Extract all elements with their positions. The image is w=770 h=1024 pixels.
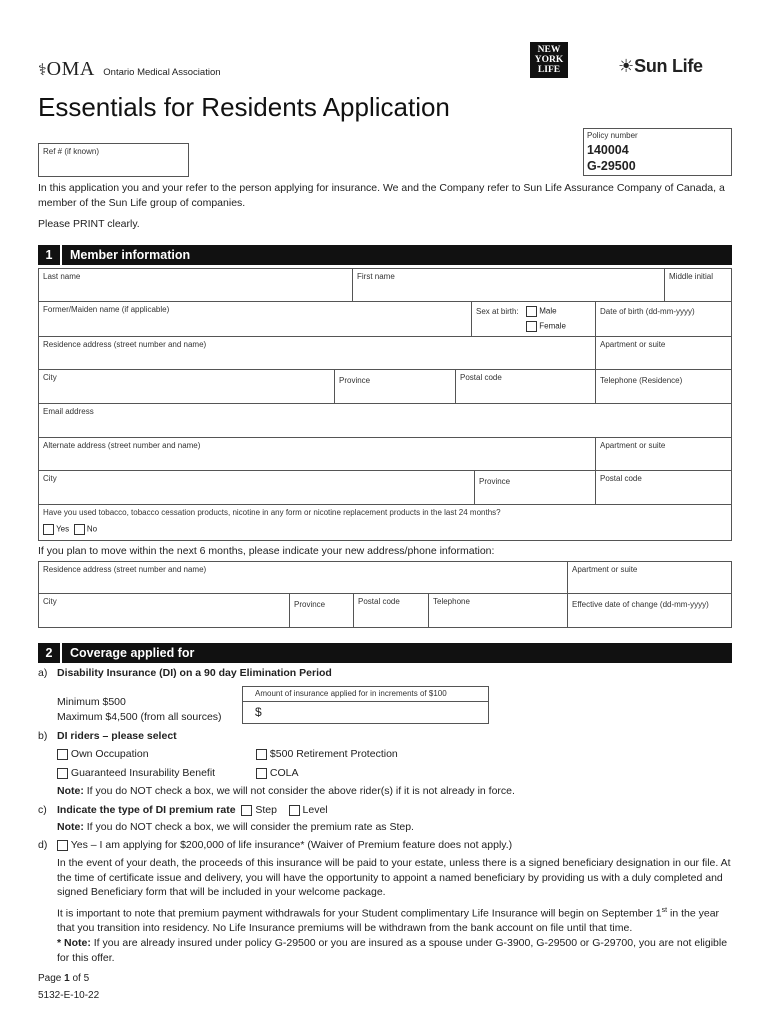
email-row[interactable]: Email address [38, 404, 732, 438]
oma-logo [38, 58, 221, 80]
first-name-field[interactable]: First name [352, 269, 703, 302]
step-checkbox[interactable] [241, 805, 252, 816]
new-city-label: City [43, 597, 57, 606]
item-c: c) Indicate the type of DI premium rate Step Level [38, 804, 328, 816]
apartment-field[interactable]: Apartment or suite [595, 337, 732, 369]
print-clearly: Please PRINT clearly. [38, 218, 140, 230]
section-1-header [38, 245, 732, 265]
section-2-number: 2 [38, 643, 62, 663]
item-d: d) Yes – I am applying for $200,000 of life insurance* (Waiver of Premium feature does not apply.) [38, 839, 513, 851]
apartment-2-field[interactable]: Apartment or suite [595, 438, 732, 470]
residence-address-row[interactable]: Residence address (street number and name) Apartment or suite [38, 337, 732, 370]
item-a: a) Disability Insurance (DI) on a 90 day Elimination Period [38, 667, 332, 679]
cola-option: COLA [256, 767, 299, 779]
new-residence-row[interactable]: Residence address (street number and name) Apartment or suite [38, 561, 732, 594]
cola-checkbox[interactable] [256, 768, 267, 779]
move-text: If you plan to move within the next 6 months, please indicate your new address/phone information: [38, 545, 495, 557]
new-postal-field[interactable]: Postal code [353, 594, 428, 627]
province-2-field[interactable]: Province [474, 471, 595, 504]
eligibility-note: * Note: If you are already insured under policy G-29500 or you are insured as a spouse under G-3900, G-29500 or G-29700, you are not eligible for this offer. [57, 937, 728, 964]
last-name-label: Last name [43, 272, 81, 281]
tobacco-row: Have you used tobacco, tobacco cessation products, nicotine in any form or nicotine replacement products in the last 24 months? Yes No [38, 505, 732, 541]
former-name-label: Former/Maiden name (if applicable) [43, 305, 170, 314]
maximum-text: Maximum $4,500 (from all sources) [57, 711, 222, 723]
tobacco-question: Have you used tobacco, tobacco cessation products, nicotine in any form or nicotine replacement products in the last 24 months? [43, 508, 501, 517]
province-field[interactable]: Province [334, 370, 455, 403]
withdrawal-paragraph: It is important to note that premium payment withdrawals for your Student complimentary Life Insurance will begin on September 1st in the year that you transition into residency. No Life Insurance premiums will be withdrawn from the bank account on file until that time. [57, 907, 720, 934]
retirement-checkbox[interactable] [256, 749, 267, 760]
amount-box [242, 686, 489, 724]
section-1-title: Member information [70, 248, 191, 262]
new-city-row [38, 594, 732, 628]
page-number: Page 1 of 5 [38, 973, 90, 984]
section-2-title: Coverage applied for [70, 646, 195, 660]
own-occupation-checkbox[interactable] [57, 749, 68, 760]
female-checkbox[interactable] [526, 321, 537, 332]
section-2-header [38, 643, 732, 663]
telephone-residence-field[interactable]: Telephone (Residence) [595, 370, 732, 403]
former-name-row [38, 302, 732, 337]
minimum-text: Minimum $500 [57, 696, 126, 708]
page-title: Essentials for Residents Application [38, 92, 450, 122]
caduceus-icon: ⚕ [38, 60, 47, 79]
premium-note: Note: If you do NOT check a box, we will consider the premium rate as Step. [57, 821, 414, 833]
new-province-field[interactable]: Province [289, 594, 353, 627]
city-2-label: City [43, 474, 57, 483]
form-code: 5132-E-10-22 [38, 990, 100, 1001]
city-row [38, 370, 732, 404]
estate-paragraph: In the event of your death, the proceeds of this insurance will be paid to your estate, unless there is a signed beneficiary designation in our file. At the time of certificate issue and delivery, you will have the opportunity to appoint a named beneficiary by providing us with a duly completed and signed Beneficiary form that will be included in your welcome package. [57, 857, 731, 898]
gib-option: Guaranteed Insurability Benefit [57, 767, 215, 779]
dob-field[interactable]: Date of birth (dd-mm-yyyy) [595, 302, 732, 336]
rider-note: Note: If you do NOT check a box, we will not consider the above rider(s) if it is not already in force. [57, 785, 515, 797]
ref-label: Ref # (if known) [43, 147, 100, 156]
oma-name: Ontario Medical Association [103, 67, 221, 78]
male-checkbox[interactable] [526, 306, 537, 317]
intro-text: In this application you and your refer to the person applying for insurance. We and the Company refer to Sun Life Assurance Company of Canada, a member of the Sun Life group of companies. [38, 182, 725, 209]
amount-label: Amount of insurance applied for in increments of $100 [255, 689, 447, 698]
oma-logo-text: OMA [46, 58, 95, 80]
policy-number-1: 140004 [587, 143, 629, 157]
new-apartment-field[interactable]: Apartment or suite [567, 562, 732, 594]
level-checkbox[interactable] [289, 805, 300, 816]
sex-field: Sex at birth: Male Female [471, 302, 595, 336]
amount-input[interactable] [243, 701, 488, 723]
gib-checkbox[interactable] [57, 768, 68, 779]
policy-number-box [583, 128, 732, 176]
tobacco-no-checkbox[interactable] [74, 524, 85, 535]
city-2-row [38, 471, 732, 505]
name-row [38, 268, 732, 302]
policy-number-2: G-29500 [587, 159, 636, 173]
section-1-number: 1 [38, 245, 62, 265]
life-insurance-yes-checkbox[interactable] [57, 840, 68, 851]
item-b: b) DI riders – please select [38, 730, 177, 742]
city-label: City [43, 373, 57, 382]
sun-life-logo: ☀Sun Life [618, 56, 703, 76]
alternate-address-row[interactable]: Alternate address (street number and name) Apartment or suite [38, 438, 732, 471]
dollar-sign: $ [255, 705, 262, 719]
sun-icon: ☀ [618, 56, 635, 76]
effective-date-field[interactable]: Effective date of change (dd-mm-yyyy) [567, 594, 732, 627]
ref-field[interactable] [38, 143, 189, 177]
new-york-life-logo: NEW YORK LIFE [530, 42, 568, 78]
own-occupation-option: Own Occupation [57, 748, 149, 760]
retirement-option: $500 Retirement Protection [256, 748, 398, 760]
policy-label: Policy number [587, 131, 638, 140]
middle-initial-field[interactable]: Middle initial [664, 269, 732, 302]
postal-code-field[interactable]: Postal code [455, 370, 595, 403]
new-telephone-field[interactable]: Telephone [428, 594, 567, 627]
postal-code-2-field[interactable]: Postal code [595, 471, 732, 504]
tobacco-yes-checkbox[interactable] [43, 524, 54, 535]
